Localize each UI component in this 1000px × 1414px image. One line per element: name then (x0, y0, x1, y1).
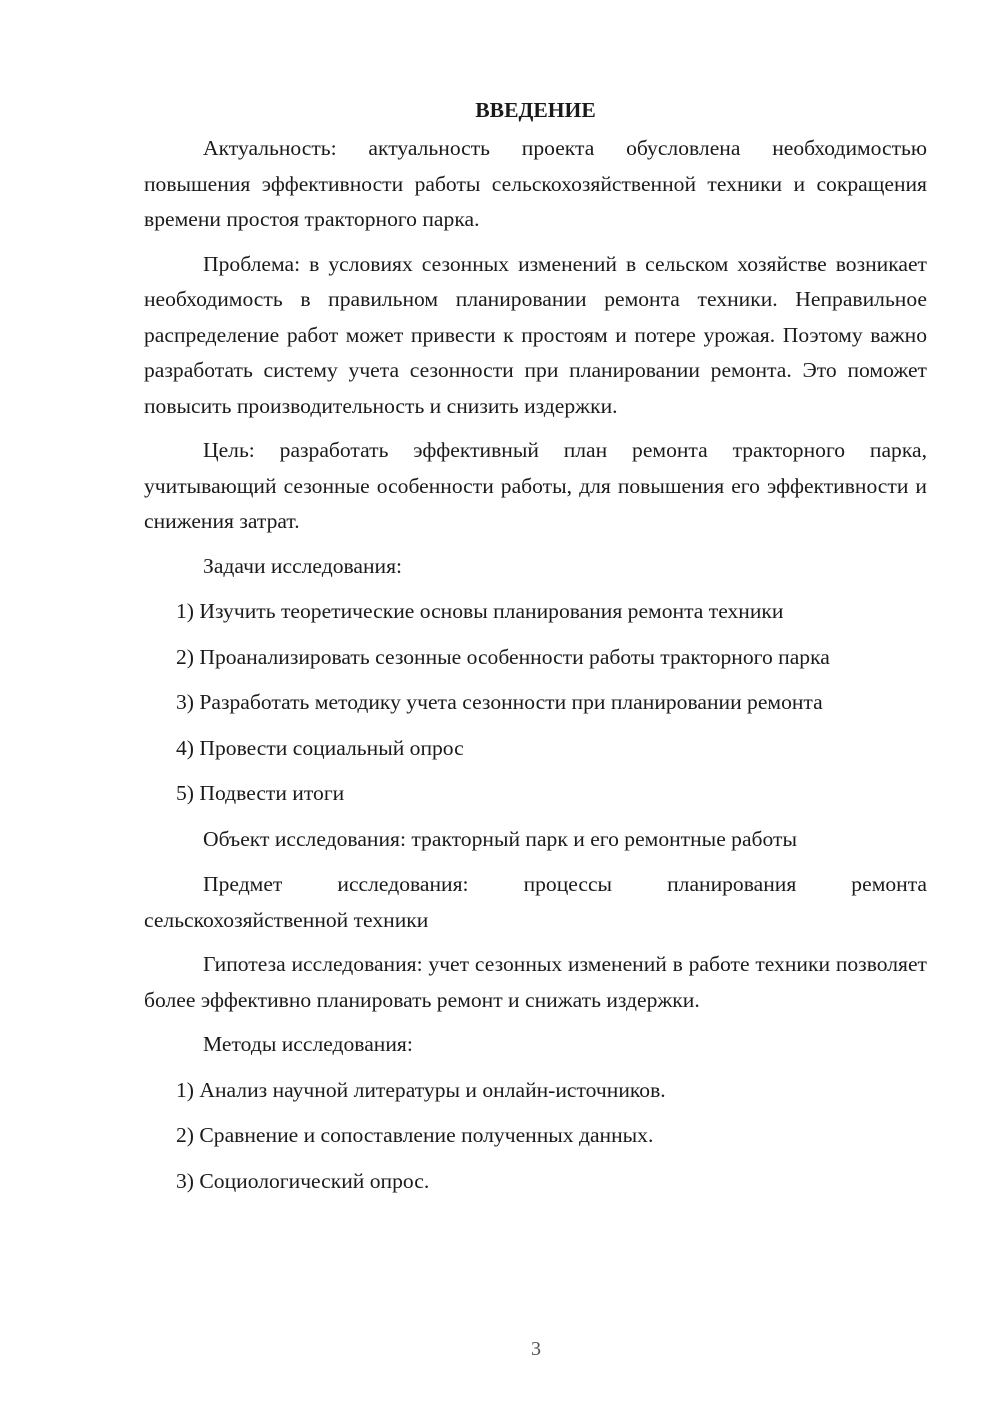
method-item: 2) Сравнение и сопоставление полученных данных. (176, 1123, 654, 1147)
task-item: 4) Провести социальный опрос (176, 735, 464, 760)
section-title: ВВЕДЕНИЕ (475, 98, 596, 122)
subject-paragraph: Предмет исследования: процессы планирования ремонта сельскохозяйственной техники (144, 872, 927, 932)
task-item: 5) Подвести итоги (176, 781, 345, 805)
goal-paragraph: Цель: разработать эффективный план ремонта тракторного парка, учитывающий сезонные особенности работы, для повышения его эффективности и снижения затрат. (144, 438, 927, 533)
methods-heading: Методы исследования: (203, 1032, 413, 1056)
method-item: 3) Социологический опрос. (176, 1168, 430, 1193)
relevance-paragraph: Актуальность: актуальность проекта обусловлена необходимостью повышения эффективности работы сельскохозяйственной техники и сокращения времени простоя тракторного парка. (144, 136, 927, 231)
page-number (72, 1332, 1000, 1368)
page-number-label: 3 (531, 1338, 541, 1360)
object-paragraph: Объект исследования: тракторный парк и его ремонтные работы (203, 826, 797, 851)
hypothesis-paragraph: Гипотеза исследования: учет сезонных изменений в работе техники позволяет более эффективно планировать ремонт и снижать издержки. (144, 952, 927, 1012)
page-content (144, 92, 927, 1209)
tasks-heading: Задачи исследования: (203, 553, 403, 578)
task-item: 1) Изучить теоретические основы планирования ремонта техники (176, 599, 784, 623)
method-item: 1) Анализ научной литературы и онлайн-источников. (176, 1077, 666, 1102)
task-item: 2) Проанализировать сезонные особенности работы тракторного парка (176, 644, 830, 669)
task-item: 3) Разработать методику учета сезонности при планировании ремонта (176, 690, 823, 714)
problem-paragraph: Проблема: в условиях сезонных изменений в сельском хозяйстве возникает необходимость в правильном планировании ремонта техники. Неправильное распределение работ может привести к простоям и потере урожая. Поэтому важно разработать систему учета сезонности при планировании ремонта. Это поможет повысить производительность и снизить издержки. (144, 251, 927, 418)
